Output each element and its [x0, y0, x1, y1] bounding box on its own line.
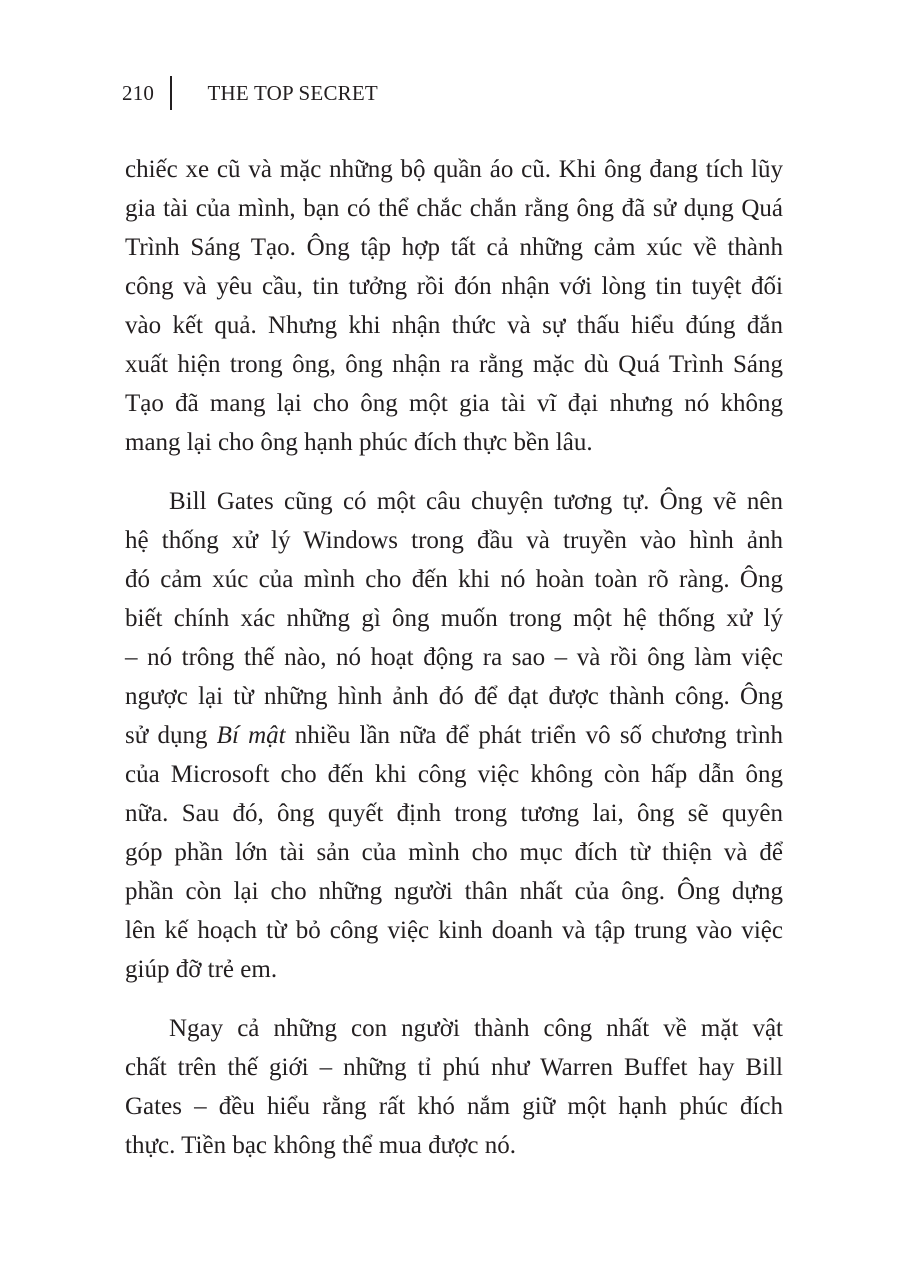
- text-line: nữa. Sau đó, ông quyết định trong tương lai, ông sẽ quyên: [125, 800, 783, 827]
- text-line: lên kế hoạch từ bỏ công việc kinh doanh và tập trung vào việc: [125, 917, 783, 944]
- text-line: Ngay cả những con người thành công nhất về mặt vật: [169, 1015, 783, 1042]
- text-line: Trình Sáng Tạo. Ông tập hợp tất cả những cảm xúc về thành: [125, 234, 783, 261]
- text-line: biết chính xác những gì ông muốn trong một hệ thống xử lý: [125, 605, 783, 632]
- paragraph-1: [125, 150, 783, 462]
- text-line: – nó trông thế nào, nó hoạt động ra sao – và rồi ông làm việc: [125, 644, 783, 671]
- text-line: gia tài của mình, bạn có thể chắc chắn rằng ông đã sử dụng Quá: [125, 195, 783, 222]
- paragraph-3: [125, 1009, 783, 1165]
- text-segment: sử dụng: [125, 722, 217, 749]
- text-line: đó cảm xúc của mình cho đến khi nó hoàn toàn rõ ràng. Ông: [125, 566, 783, 593]
- text-line: giúp đỡ trẻ em.: [125, 956, 278, 983]
- text-line: của Microsoft cho đến khi công việc không còn hấp dẫn ông: [125, 761, 783, 788]
- text-line: vào kết quả. Nhưng khi nhận thức và sự thấu hiểu đúng đắn: [125, 312, 783, 339]
- italic-title: Bí mật: [216, 722, 286, 749]
- text-line: chiếc xe cũ và mặc những bộ quần áo cũ. Khi ông đang tích lũy: [125, 156, 783, 183]
- text-line: thực. Tiền bạc không thể mua được nó.: [125, 1132, 516, 1159]
- text-line: phần còn lại cho những người thân nhất của ông. Ông dựng: [125, 878, 783, 905]
- text-line: ngược lại từ những hình ảnh đó để đạt được thành công. Ông: [125, 683, 783, 710]
- text-segment: nhiều lần nữa để phát triển vô số chương trình: [285, 722, 784, 749]
- text-line: hệ thống xử lý Windows trong đầu và truyền vào hình ảnh: [125, 527, 783, 554]
- text-line: Gates – đều hiểu rằng rất khó nắm giữ một hạnh phúc đích: [125, 1093, 783, 1120]
- paragraph-2: [125, 482, 783, 989]
- text-line: Bill Gates cũng có một câu chuyện tương tự. Ông vẽ nên: [169, 488, 783, 515]
- text-line: Tạo đã mang lại cho ông một gia tài vĩ đại nhưng nó không: [125, 390, 783, 417]
- running-header: [122, 76, 378, 110]
- book-title: THE TOP SECRET: [207, 80, 378, 105]
- text-line: góp phần lớn tài sản của mình cho mục đích từ thiện và để: [125, 839, 783, 866]
- header-divider: [170, 76, 172, 110]
- text-line: xuất hiện trong ông, ông nhận ra rằng mặc dù Quá Trình Sáng: [125, 351, 783, 378]
- text-line: mang lại cho ông hạnh phúc đích thực bền lâu.: [125, 429, 593, 456]
- text-line: chất trên thế giới – những tỉ phú như Warren Buffet hay Bill: [125, 1054, 783, 1081]
- body-text: [125, 150, 783, 1185]
- text-line: công và yêu cầu, tin tưởng rồi đón nhận với lòng tin tuyệt đối: [125, 273, 783, 300]
- text-line-with-italic: [125, 716, 783, 755]
- page-number: 210: [122, 80, 155, 105]
